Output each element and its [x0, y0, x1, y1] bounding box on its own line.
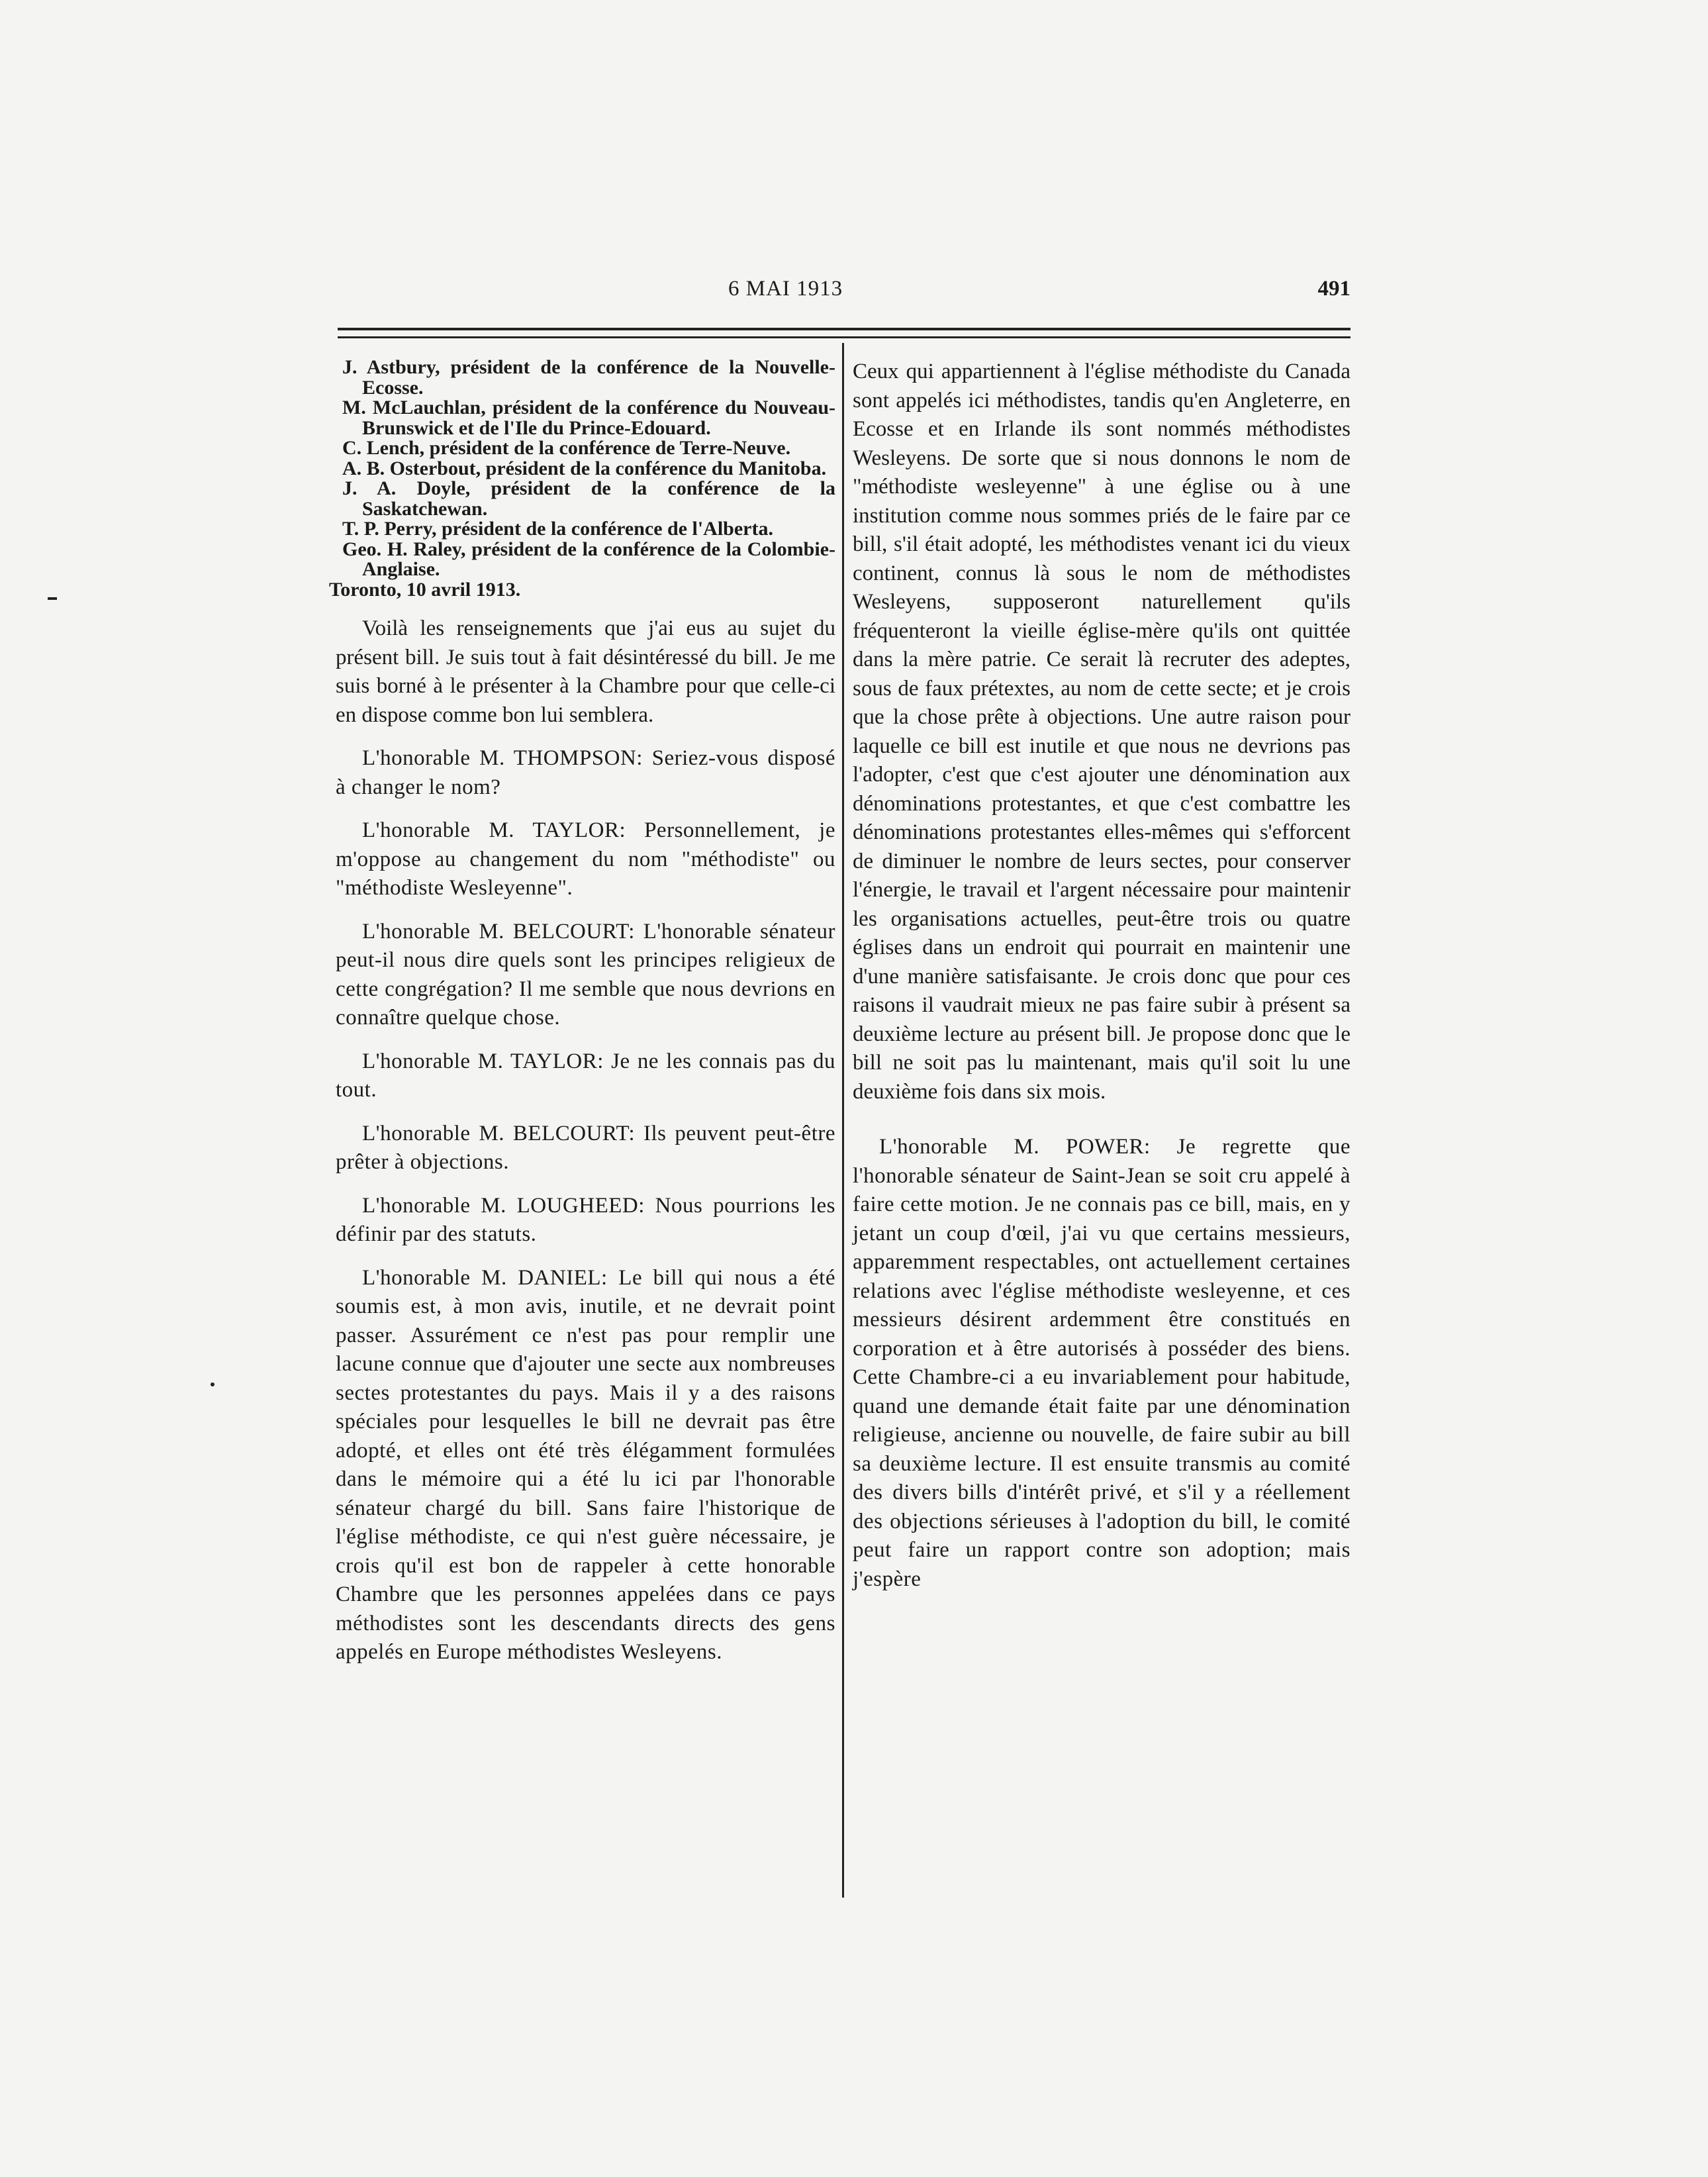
header-rule-bottom	[338, 336, 1351, 338]
left-column	[329, 356, 835, 1667]
paragraph: L'honorable M. LOUGHEED: Nous pourrions les définir par des statuts.	[336, 1193, 835, 1246]
paragraph: L'honorable M. TAYLOR: Personnellement, je m'oppose au changement du nom "méthodiste" ou "méthodiste Wesleyenne".	[336, 818, 835, 900]
signatory-line: A. B. Osterbout, président de la conférence du Manitoba.	[342, 457, 827, 479]
signatory-line: Geo. H. Raley, président de la conférence de la Colombie-Anglaise.	[342, 538, 835, 580]
header-date: 6 MAI 1913	[728, 277, 843, 301]
signatory-list	[329, 356, 835, 601]
scan-mark	[211, 1382, 214, 1386]
paragraph: L'honorable M. DANIEL: Le bill qui nous a été soumis est, à mon avis, inutile, et ne devrait point passer. Assurément ce n'est pas pour remplir une lacune connue que d'ajouter une secte aux nombreuses sectes protestantes du pays. Mais il y a des raisons spéciales pour lesquelles le bill ne devrait pas être adopté, et elles ont été très élégamment formulées dans le mémoire qui a été lu ici par l'honorable sénateur chargé du bill. Sans faire l'historique de l'église méthodiste, ce qui n'est guère nécessaire, je crois qu'il est bon de rappeler à cette honorable Chambre que les personnes appelées dans ce pays méthodistes sont les descendants directs des gens appelés en Europe méthodistes Wesleyens.	[336, 1265, 835, 1664]
scan-mark	[48, 597, 57, 600]
signatory-line: J. Astbury, président de la conférence de la Nouvelle-Ecosse.	[342, 356, 835, 399]
paragraph: L'honorable M. THOMPSON: Seriez-vous disposé à changer le nom?	[336, 746, 835, 799]
paragraph: Ceux qui appartiennent à l'église méthodiste du Canada sont appelés ici méthodistes, tandis qu'en Angleterre, en Ecosse et en Irlande ils sont nommés méthodistes Wesleyens. De sorte que si nous donnons le nom de "méthodiste wesleyenne" à une église ou à une institution comme nous sommes priés de le faire par ce bill, s'il était adopté, les méthodistes venant ici du vieux continent, connus là sous le nom de méthodistes Wesleyens, supposeront naturellement qu'ils fréquenteront la vieille église-mère qu'ils ont quittée dans la mère patrie. Ce serait là recruter des adeptes, sous de faux prétextes, au nom de cette secte; et je crois que la chose prête à objections. Une autre raison pour laquelle ce bill est inutile et que nous ne devrions pas l'adopter, c'est que c'est ajouter une dénomination aux dénominations protestantes, et que c'est combattre les dénominations protestantes elles-mêmes qui s'efforcent de diminuer le nombre de leurs sectes, pour conserver l'énergie, le travail et l'argent nécessaire pour maintenir les organisations actuelles, peut-être trois ou quatre églises dans un endroit qui pourrait en maintenir une d'une manière satisfaisante. Je crois donc que pour ces raisons il vaudrait mieux ne pas faire subir à présent sa deuxième lecture au présent bill. Je propose donc que le bill ne soit pas lu maintenant, mais qu'il soit lu une deuxième fois dans six mois.	[853, 360, 1351, 1104]
page-number: 491	[1317, 277, 1351, 301]
signatory-line: T. P. Perry, président de la conférence de l'Alberta.	[342, 518, 773, 540]
right-column	[853, 358, 1351, 1594]
page-header	[331, 273, 1354, 313]
header-rule-top	[338, 328, 1351, 330]
paragraph: L'honorable M. BELCOURT: L'honorable sénateur peut-il nous dire quels sont les principes religieux de cette congrégation? Il me semble que nous devrions en connaître quelque chose.	[336, 919, 835, 1030]
signatory-line: C. Lench, président de la conférence de Terre-Neuve.	[342, 437, 791, 459]
signatory-line: J. A. Doyle, président de la conférence de la Saskatchewan.	[342, 477, 835, 520]
paragraph: Voilà les renseignements que j'ai eus au sujet du présent bill. Je suis tout à fait désintéressé du bill. Je me suis borné à le présenter à la Chambre pour que celle-ci en dispose comme bon lui semblera.	[336, 616, 835, 727]
paragraph: L'honorable M. POWER: Je regrette que l'honorable sénateur de Saint-Jean se soit cru appelé à faire cette motion. Je ne connais pas ce bill, mais, en y jetant un coup d'œil, j'ai vu que certains messieurs, apparemment respectables, ont actuellement certaines relations avec l'église méthodiste wesleyenne, et ces messieurs désirent ardemment être constitués en corporation et à être autorisés à posséder des biens. Cette Chambre-ci a eu invariablement pour habitude, quand une demande était faite par une dénomination religieuse, ancienne ou nouvelle, de faire subir au bill sa deuxième lecture. Il est ensuite transmis au comité des divers bills d'intérêt privé, et s'il y a réellement des objections sérieuses à l'adoption du bill, le comité peut faire un rapport contre son adoption; mais j'espère	[853, 1135, 1351, 1591]
paragraph: L'honorable M. BELCOURT: Ils peuvent peut-être prêter à objections.	[336, 1121, 835, 1174]
signature-date: Toronto, 10 avril 1913.	[329, 578, 521, 601]
column-divider	[842, 343, 844, 1898]
paragraph: L'honorable M. TAYLOR: Je ne les connais pas du tout.	[336, 1049, 835, 1102]
signatory-line: M. McLauchlan, président de la conférence du Nouveau-Brunswick et de l'Ile du Prince-Edouard.	[342, 397, 835, 439]
